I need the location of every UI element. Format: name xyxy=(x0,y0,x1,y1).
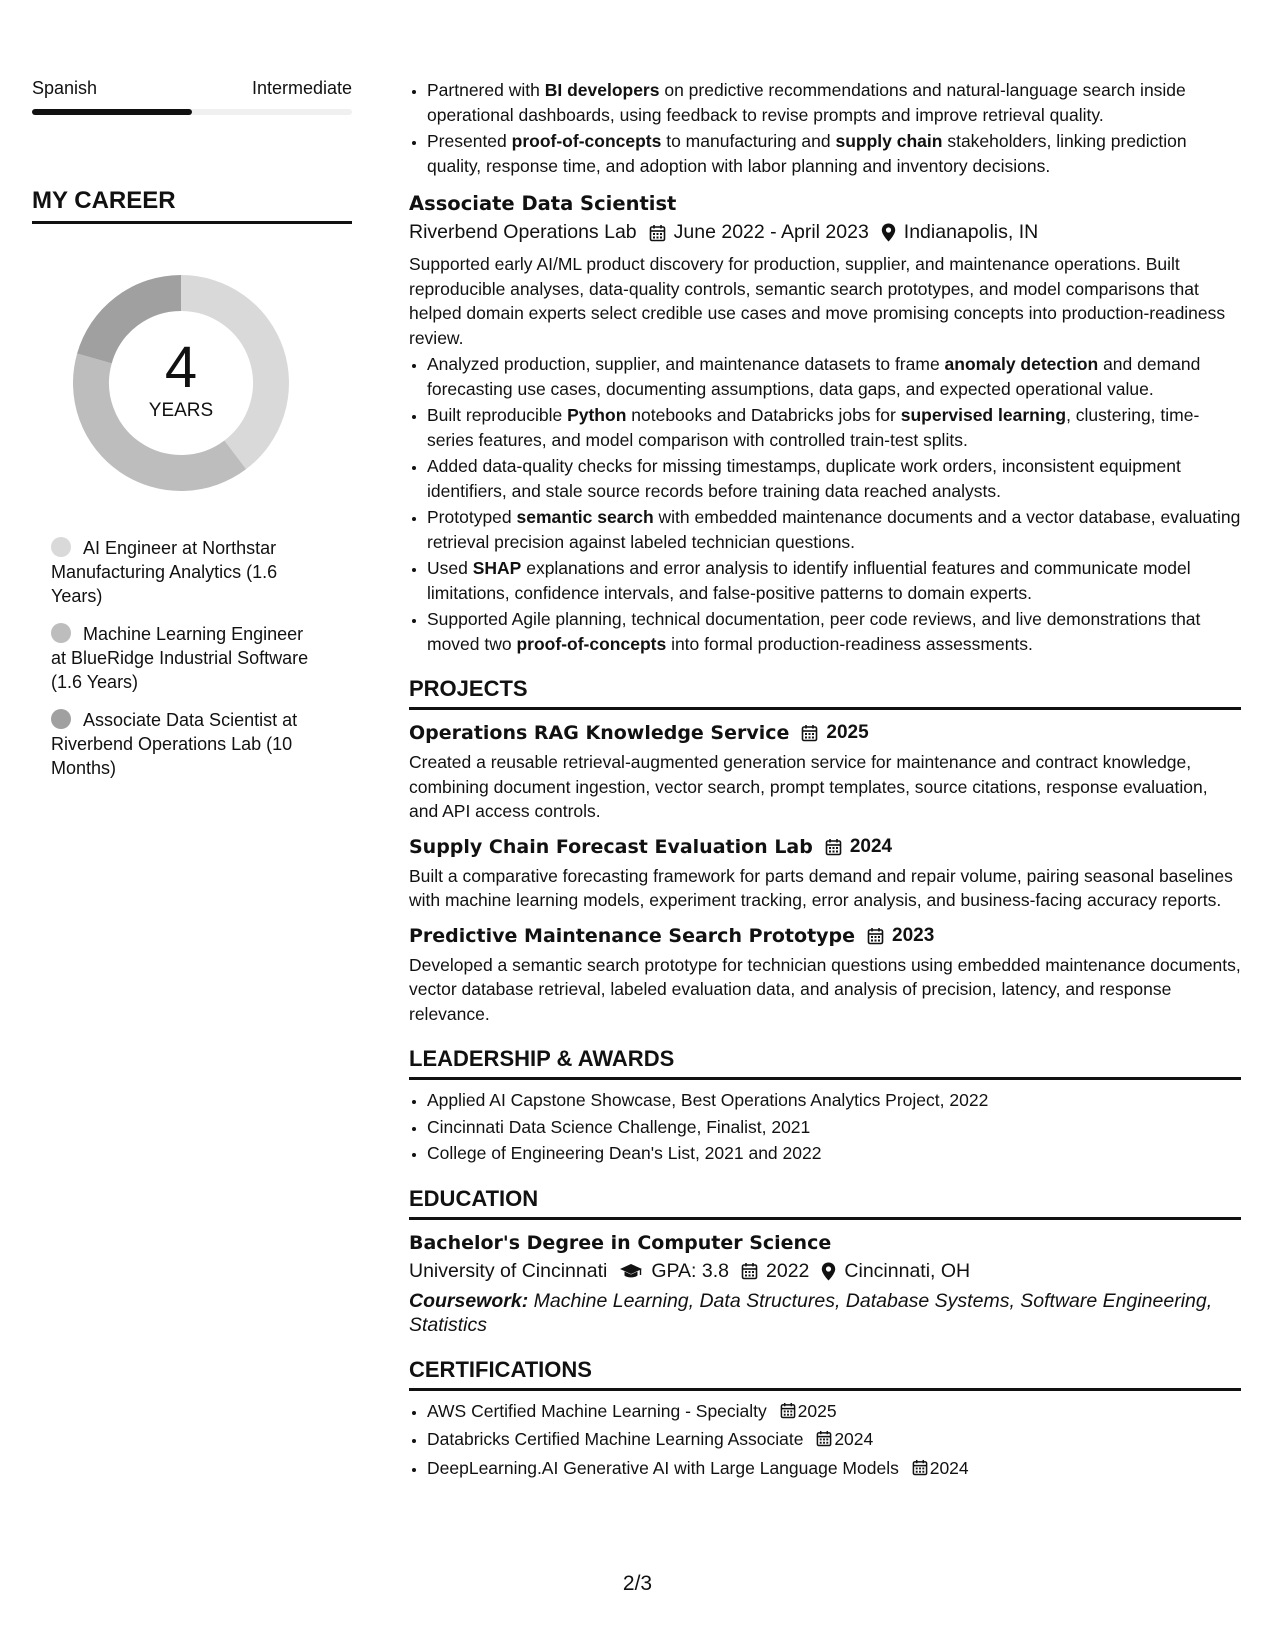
certification-year: 2024 xyxy=(929,1457,969,1478)
bullet-text: Built reproducible xyxy=(427,405,568,425)
certification-name: AWS Certified Machine Learning - Specialty xyxy=(427,1400,767,1421)
career-donut-chart xyxy=(66,268,296,498)
project-item xyxy=(409,722,1241,824)
graduation-year: 2022 xyxy=(766,1259,810,1282)
education-heading: EDUCATION xyxy=(409,1186,1241,1220)
coursework xyxy=(409,1289,1241,1337)
bullet-text: Added data-quality checks for missing timestamps, duplicate work orders, inconsistent equipment identifiers, and stale source records before training data reached analysts. xyxy=(427,456,1181,501)
project-title-row xyxy=(409,836,1241,858)
bullet-item xyxy=(427,403,1241,452)
job-location: Indianapolis, IN xyxy=(903,221,1039,243)
bullet-item xyxy=(427,505,1241,554)
career-legend xyxy=(32,536,352,780)
project-title: Operations RAG Knowledge Service xyxy=(409,722,790,744)
previous-job-bullets xyxy=(409,78,1241,178)
map-pin-icon xyxy=(821,1262,836,1281)
language-level: Intermediate xyxy=(251,78,352,98)
bullet-text: Used xyxy=(427,558,473,578)
bullet-text: Supported Agile planning, technical documentation, peer code reviews, and live demonstrations that moved two xyxy=(427,609,1201,654)
bullet-bold: semantic search xyxy=(516,507,654,527)
graduation-cap-icon xyxy=(619,1263,643,1280)
bullet-bold: BI developers xyxy=(544,80,660,100)
project-item xyxy=(409,925,1241,1027)
bullet-bold: proof-of-concepts xyxy=(516,633,667,654)
map-pin-icon xyxy=(881,223,896,242)
calendar-icon xyxy=(649,224,666,242)
career-legend-text: Associate Data Scientist at Riverbend Operations Lab (10 Months) xyxy=(51,710,298,778)
bullet-item xyxy=(427,78,1241,127)
certifications-heading: CERTIFICATIONS xyxy=(409,1357,1241,1391)
bullet-bold: Python xyxy=(567,405,627,425)
project-title-row xyxy=(409,925,1241,947)
bullet-text: Prototyped xyxy=(427,507,517,527)
career-legend-item xyxy=(51,536,319,608)
project-title-row xyxy=(409,722,1241,744)
donut-center xyxy=(66,268,296,498)
page-number: 2/3 xyxy=(622,1572,653,1595)
career-legend-text: Machine Learning Engineer at BlueRidge Industrial Software (1.6 Years) xyxy=(51,624,309,692)
legend-dot xyxy=(51,537,71,557)
certification-year: 2024 xyxy=(834,1429,874,1449)
bullet-text: Partnered with xyxy=(427,80,545,100)
bullet-item xyxy=(427,454,1241,503)
project-item xyxy=(409,836,1241,913)
certifications-list xyxy=(409,1399,1241,1483)
calendar-icon xyxy=(801,724,818,742)
career-total-years: 4 xyxy=(164,335,198,400)
career-legend-item xyxy=(51,622,319,694)
bullet-text: into formal production-readiness assessments. xyxy=(666,633,1033,654)
language-proficiency-fill xyxy=(32,109,192,115)
career-heading: MY CAREER xyxy=(32,187,352,224)
calendar-icon xyxy=(867,927,884,945)
job-company: Riverbend Operations Lab xyxy=(409,221,637,243)
certification-year: 2025 xyxy=(797,1400,837,1421)
job-bullets xyxy=(409,352,1241,656)
job-meta xyxy=(409,221,1241,244)
certification-item xyxy=(427,1456,1241,1483)
legend-dot xyxy=(51,709,71,729)
projects-heading: PROJECTS xyxy=(409,676,1241,710)
leadership-list xyxy=(409,1088,1241,1166)
bullet-bold: supervised learning xyxy=(900,405,1067,425)
bullet-text: , clustering, time-series features, and model comparison with controlled train-test splits. xyxy=(427,405,1200,450)
bullet-item xyxy=(427,607,1241,656)
bullet-bold: proof-of-concepts xyxy=(511,131,662,151)
bullet-text: to manufacturing and xyxy=(661,131,836,151)
calendar-icon xyxy=(816,1429,832,1454)
sidebar xyxy=(32,78,352,794)
language-name: Spanish xyxy=(32,78,98,98)
bullet-bold: supply chain xyxy=(835,131,943,151)
bullet-text: on predictive recommendations and natural-language search inside operational dashboards, using feedback to revise prompts and improve retrieval quality. xyxy=(427,80,1186,125)
calendar-icon xyxy=(825,838,842,856)
bullet-item xyxy=(427,129,1241,178)
job-description: Supported early AI/ML product discovery for production, supplier, and maintenance operations. Built reproducible analyses, data-quality controls, semantic search prototypes, and model comparisons that helped domain experts select credible use cases and move promising concepts into production-readiness review. xyxy=(409,254,1226,348)
bullet-item xyxy=(427,352,1241,401)
leadership-item: • College of Engineering Dean's List, 2021 and 2022 xyxy=(427,1141,1241,1166)
bullet-text: Presented xyxy=(427,131,512,151)
project-description: Created a reusable retrieval-augmented generation service for maintenance and contract knowledge, combining document ingestion, vector search, prompt templates, source citations, response evaluation, and API access controls. xyxy=(409,752,1208,821)
education-meta xyxy=(409,1260,1241,1283)
certification-name: DeepLearning.AI Generative AI with Large Language Models xyxy=(427,1457,899,1478)
bullet-text: with embedded maintenance documents and a vector database, evaluating retrieval precision against labeled technician questions. xyxy=(427,507,1241,552)
bullet-text: notebooks and Databricks jobs for xyxy=(626,405,901,425)
leadership-item: • Applied AI Capstone Showcase, Best Operations Analytics Project, 2022 xyxy=(427,1088,1241,1113)
gpa: GPA: 3.8 xyxy=(651,1259,730,1282)
bullet-text: and demand forecasting use cases, documenting assumptions, data gaps, and expected operational value. xyxy=(427,354,1201,399)
career-legend-text: AI Engineer at Northstar Manufacturing Analytics (1.6 Years) xyxy=(51,538,278,606)
leadership-heading: LEADERSHIP & AWARDS xyxy=(409,1046,1241,1080)
project-title: Supply Chain Forecast Evaluation Lab xyxy=(409,835,813,858)
bullet-item xyxy=(427,556,1241,605)
project-description: Developed a semantic search prototype for technician questions using embedded maintenance documents, vector database retrieval, labeled evaluation data, and analysis of precision, latency, and response relevance. xyxy=(409,954,1241,1024)
career-total-label: YEARS xyxy=(148,400,214,421)
job-dates: June 2022 - April 2023 xyxy=(673,221,869,243)
certification-item xyxy=(427,1427,1241,1454)
calendar-icon xyxy=(912,1458,928,1483)
degree-title: Bachelor's Degree in Computer Science xyxy=(409,1231,832,1254)
bullet-text: explanations and error analysis to identify influential features and communicate model limitations, confidence intervals, and false-positive patterns to domain experts. xyxy=(427,558,1191,603)
legend-dot xyxy=(51,623,71,643)
job-title: Associate Data Scientist xyxy=(409,192,677,215)
calendar-icon xyxy=(780,1401,796,1426)
certification-item xyxy=(427,1399,1241,1426)
coursework-text: Machine Learning, Data Structures, Database Systems, Software Engineering, Statistics xyxy=(409,1289,1213,1336)
school-location: Cincinnati, OH xyxy=(844,1259,971,1282)
school-name: University of Cincinnati xyxy=(409,1259,608,1282)
career-legend-item xyxy=(51,708,319,780)
project-year: 2025 xyxy=(826,722,869,743)
project-year: 2023 xyxy=(892,924,935,946)
certification-name: Databricks Certified Machine Learning Associate xyxy=(427,1429,804,1449)
project-description: Built a comparative forecasting framework for parts demand and repair volume, pairing seasonal baselines with machine learning models, experiment tracking, error analysis, and business-facing accuracy reports. xyxy=(409,865,1233,910)
calendar-icon xyxy=(741,1262,758,1280)
project-title: Predictive Maintenance Search Prototype xyxy=(409,924,856,947)
project-year: 2024 xyxy=(849,835,893,857)
language-row xyxy=(32,78,352,99)
language-proficiency-bar xyxy=(32,109,352,115)
bullet-text: Analyzed production, supplier, and maintenance datasets to frame xyxy=(427,354,945,374)
bullet-bold: SHAP xyxy=(472,558,522,578)
leadership-item: • Cincinnati Data Science Challenge, Finalist, 2021 xyxy=(427,1115,1241,1140)
bullet-text: stakeholders, linking prediction quality, response time, and adoption with labor planning and inventory decisions. xyxy=(427,131,1187,176)
coursework-label: Coursework: xyxy=(409,1289,529,1312)
bullet-bold: anomaly detection xyxy=(944,354,1099,374)
main-content xyxy=(409,78,1241,1484)
